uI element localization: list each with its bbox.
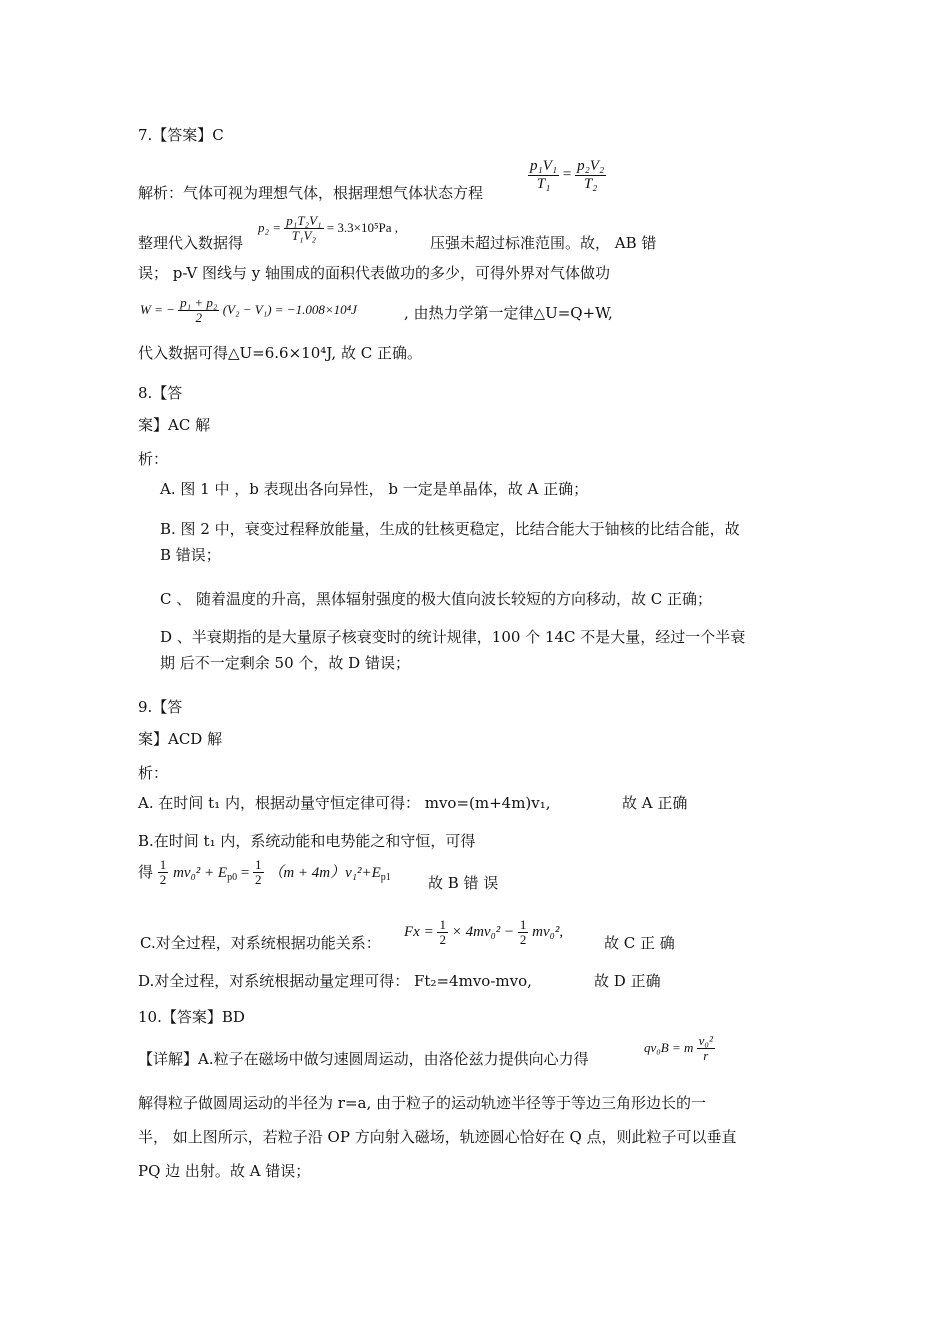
q8-option-b-line2: B 错误；	[160, 546, 221, 564]
q7-work-equation: W = − $\frac{\text{p₁ + p₂}}{2}$ (V₂ − V₁) = −1.008×10⁴J	[140, 295, 357, 326]
q7-line5: 代入数据可得△U=6.6×10⁴J, 故 C 正确。	[138, 344, 422, 362]
q10-line4: PQ 边 出射。故 A 错误；	[138, 1162, 311, 1180]
q10-line2: 解得粒子做圆周运动的半径为 r=a, 由于粒子的运动轨迹半径等于等边三角形边长的一	[138, 1094, 706, 1112]
q8-option-d-line1: D 、半衰期指的是大量原子核衰变时的统计规律，100 个 14C 不是大量，经过一个半衰	[160, 628, 746, 646]
q9-energy-equation: 得 $\frac{1}{2}$ $mv_0^2 + E_{p0}$ = $\frac{1}{2}$ $(m + 4m)v_1^2+E_{p1}$	[138, 857, 391, 888]
q9-title-c: 析：	[138, 764, 169, 782]
q9-option-a-conclusion: 故 A 正确	[622, 794, 688, 812]
q9-option-d: D.对全过程，对系统根据动量定理可得： Ft₂=4mvo-mvo,	[138, 972, 532, 990]
q8-title-c: 析：	[138, 450, 169, 468]
q9-option-a: A. 在时间 t₁ 内，根据动量守恒定律可得： mvo=(m+4m)v₁,	[138, 794, 551, 812]
q7-pressure-equation: p₂ = $\frac{\text{p₁T₂V₁}}{\text{T₁V₂}}$ = 3.3×10⁵Pa ,	[258, 213, 398, 244]
q9-title-b: 案】ACD 解	[138, 730, 223, 748]
q10-line3: 半， 如上图所示，若粒子沿 OP 方向射入磁场，轨迹圆心恰好在 Q 点，则此粒子可以垂直	[138, 1128, 737, 1146]
q8-option-c: C 、 随着温度的升高，黑体辐射强度的极大值向波长较短的方向移动，故 C 正确；	[160, 590, 713, 608]
q8-option-a: A. 图 1 中 ，b 表现出各向异性， b 一定是单晶体，故 A 正确；	[160, 480, 589, 498]
q7-line4-suffix: , 由热力学第一定律△U=Q+W,	[404, 304, 613, 322]
q7-state-equation: $\frac{\text{p₁V₁}}{\text{T₁}}$ = $\frac{\text{p₂V₂}}{\text{T₂}}$	[530, 158, 605, 192]
q9-work-energy-equation: Fx = $\frac{1}{2}$ × 4mv₀² − $\frac{1}{2}$ mv₀²,	[404, 917, 564, 948]
q7-line2-suffix: 压强未超过标准范围。故， AB 错	[430, 234, 657, 252]
q7-analysis-line1: 解析：气体可视为理想气体，根据理想气体状态方程	[138, 184, 484, 202]
q10-detail-line1: 【详解】A.粒子在磁场中做匀速圆周运动，由洛伦兹力提供向心力得	[138, 1050, 589, 1068]
q8-option-b-line1: B. 图 2 中，衰变过程释放能量，生成的钍核更稳定，比结合能大于铀核的比结合能，故	[160, 520, 740, 538]
q8-title-b: 案】AC 解	[138, 416, 211, 434]
q9-option-c-conclusion: 故 C 正 确	[604, 934, 675, 952]
q9-option-c: C.对全过程，对系统根据功能关系：	[140, 934, 381, 952]
q8-title-a: 8.【答	[138, 384, 183, 402]
q9-option-b-conclusion: 故 B 错 误	[428, 874, 499, 892]
q9-option-d-conclusion: 故 D 正确	[594, 972, 661, 990]
q7-title: 7.【答案】C	[138, 126, 224, 144]
q10-title: 10.【答案】BD	[138, 1008, 245, 1026]
q9-option-b: B.在时间 t₁ 内，系统动能和电势能之和守恒，可得	[138, 832, 476, 850]
q9-title-a: 9.【答	[138, 698, 183, 716]
q7-line2-prefix: 整理代入数据得	[138, 234, 244, 252]
q10-lorentz-equation: qv₀B = m $\frac{\text{v₀²}}{r}$	[644, 1033, 713, 1064]
q7-line3: 误； p-V 图线与 y 轴围成的面积代表做功的多少，可得外界对气体做功	[138, 264, 610, 282]
q8-option-d-line2: 期 后不一定剩余 50 个，故 D 错误；	[160, 654, 410, 672]
